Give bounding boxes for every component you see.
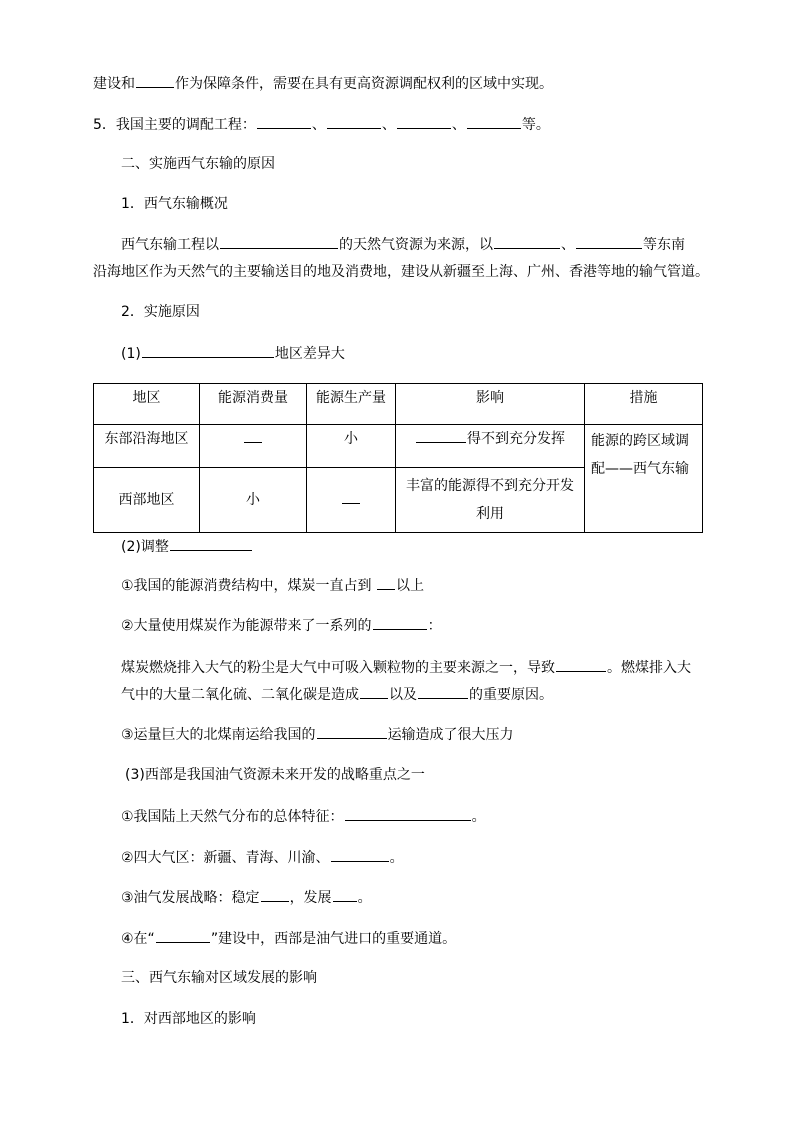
region-cell: 西部地区 [94,468,200,533]
fill-blank[interactable] [576,233,642,249]
fill-blank[interactable] [377,574,395,590]
fill-blank[interactable] [360,683,388,699]
header-cell: 能源消费量 [200,384,307,425]
measure-cell: 能源的跨区域调配——西气东输 [585,425,703,533]
fill-blank[interactable] [170,535,252,551]
fill-blank[interactable] [331,846,389,862]
fill-blank[interactable] [418,683,468,699]
header-cell: 影响 [396,384,585,425]
subsection-heading: 2．实施原因 [121,304,200,320]
text-line: 煤炭燃烧排入大气的粉尘是大气中可吸入颗粒物的主要来源之一，导致 。燃煤排入大 [121,656,691,679]
text-line: ①我国陆上天然气分布的总体特征： 。 [121,805,486,828]
header-cell: 地区 [94,384,200,425]
section-heading: 三、西气东输对区域发展的影响 [121,970,317,986]
table-header-row [94,384,703,425]
text-line: ③运量巨大的北煤南运给我国的 运输造成了很大压力 [121,723,514,746]
text-line: ②四大气区：新疆、青海、川渝、 。 [121,846,404,869]
fill-blank[interactable] [317,723,387,739]
text-line: 5．我国主要的调配工程： 、 、 、 等。 [93,113,550,136]
fill-blank[interactable] [244,428,262,443]
text-line: ③油气发展战略：稳定 ，发展 。 [121,886,372,909]
question-line: (1) 地区差异大 [121,342,345,365]
section-heading: 二、实施西气东输的原因 [121,156,275,172]
fill-blank[interactable] [220,233,338,249]
fill-blank[interactable] [345,805,471,821]
impact-cell: 得不到充分发挥 [396,425,585,468]
header-cell: 措施 [585,384,703,425]
consumption-cell: 小 [200,468,307,533]
subsection-heading: 1．西气东输概况 [121,196,228,212]
fill-blank[interactable] [397,113,451,129]
text-line: ④在“ ”建设中，西部是油气进口的重要通道。 [121,927,456,950]
fill-blank[interactable] [136,72,174,88]
text-line: ①我国的能源消费结构中，煤炭一直占到 以上 [121,574,424,597]
fill-blank[interactable] [373,614,427,630]
paragraph-line: 沿海地区作为天然气的主要输送目的地及消费地，建设从新疆至上海、广州、香港等地的输气管道。 [93,264,709,280]
text-line: 建设和 作为保障条件，需要在具有更高资源调配权利的区域中实现。 [93,72,553,95]
energy-comparison-table [93,383,703,533]
question-line: (3)西部是我国油气资源未来开发的战略重点之一 [125,767,425,783]
fill-blank[interactable] [261,886,289,902]
text-line: 气中的大量二氧化硫、二氧化碳是造成 以及 的重要原因。 [121,683,553,706]
production-cell: 小 [307,425,396,468]
fill-blank[interactable] [342,489,360,504]
text-line: ②大量使用煤炭作为能源带来了一系列的 ： [121,614,442,637]
table-row [94,425,703,468]
fill-blank[interactable] [467,113,521,129]
impact-cell: 丰富的能源得不到充分开发利用 [396,468,585,533]
fill-blank[interactable] [142,342,274,358]
region-cell: 东部沿海地区 [94,425,200,468]
fill-blank[interactable] [257,113,311,129]
fill-blank[interactable] [556,656,606,672]
subsection-heading: 1．对西部地区的影响 [121,1011,256,1027]
header-cell: 能源生产量 [307,384,396,425]
fill-blank[interactable] [494,233,560,249]
question-line: (2)调整 [121,535,253,558]
production-cell [307,468,396,533]
consumption-cell [200,425,307,468]
fill-blank[interactable] [156,927,210,943]
paragraph-line: 西气东输工程以 的天然气资源为来源，以 、 等东南 [121,233,685,256]
fill-blank[interactable] [416,427,466,443]
fill-blank[interactable] [333,886,357,902]
fill-blank[interactable] [327,113,381,129]
